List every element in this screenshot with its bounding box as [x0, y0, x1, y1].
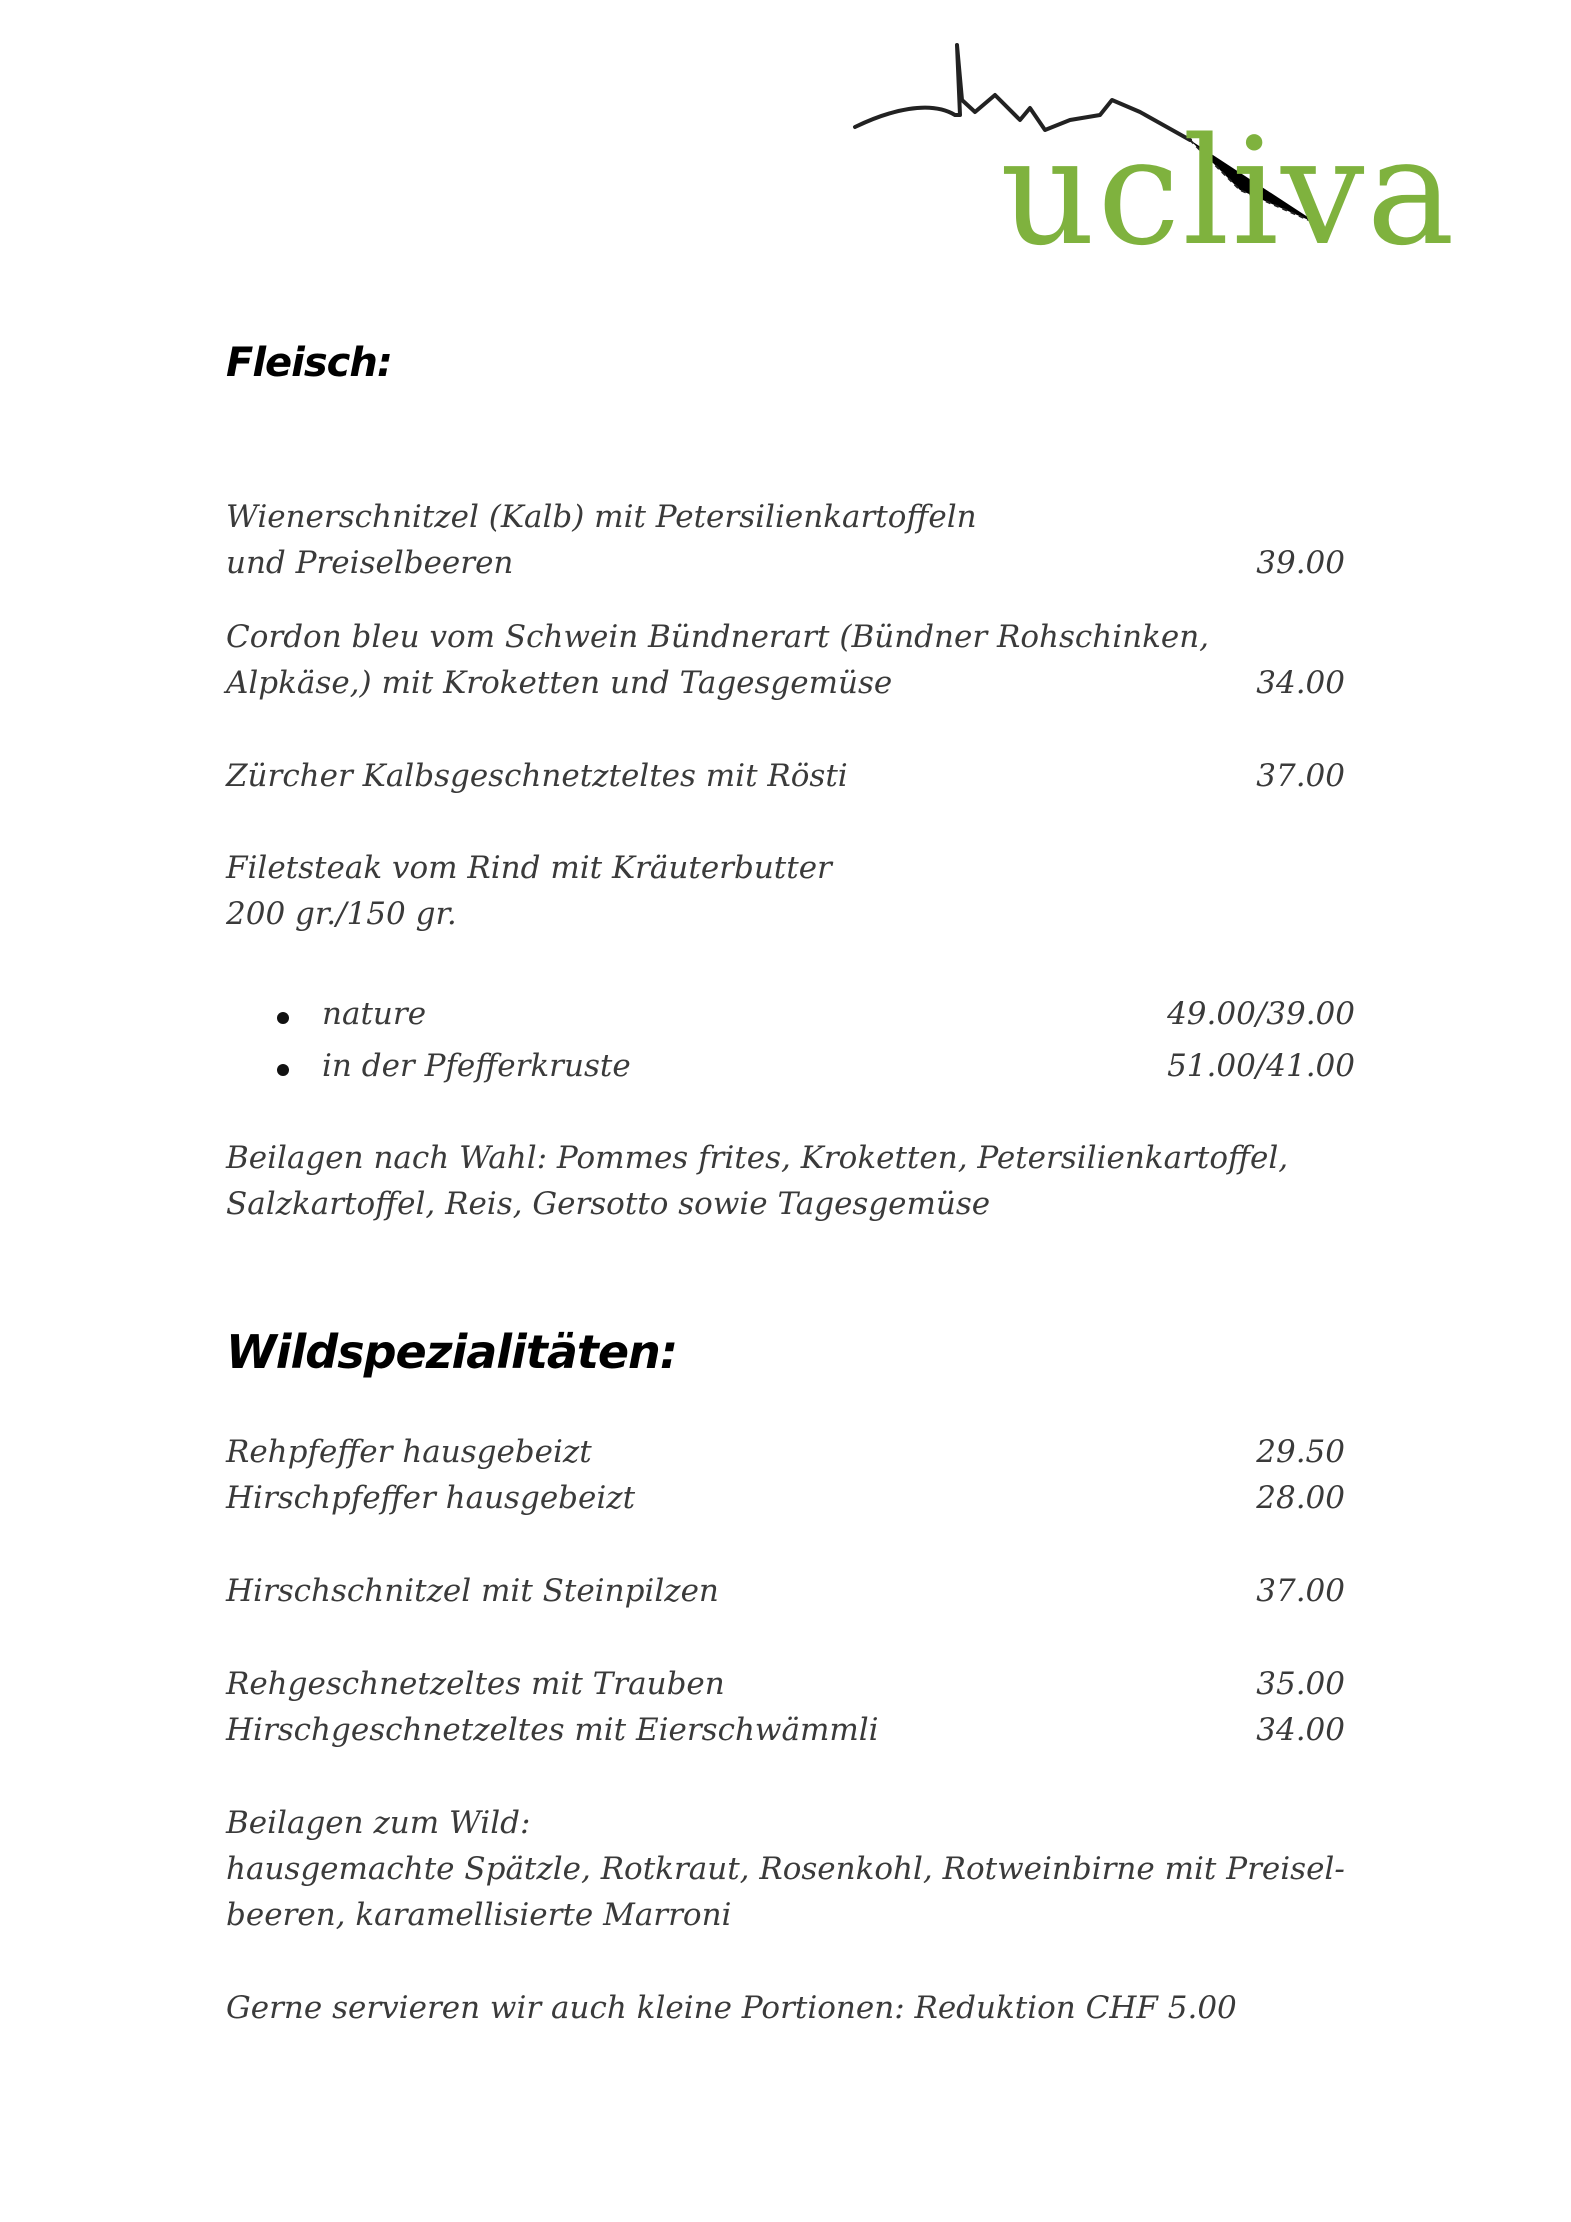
menu-item-line: 200 gr./150 gr. [226, 896, 457, 932]
menu-item-line: Hirschpfeffer hausgebeizt [226, 1480, 636, 1516]
option-label: nature [322, 996, 427, 1032]
portion-note: Gerne servieren wir auch kleine Portionen: Reduktion CHF 5.00 [226, 1990, 1237, 2026]
menu-item-price: 29.50 [1256, 1434, 1345, 1470]
menu-item-price: 34.00 [1256, 665, 1345, 701]
menu-item-price: 35.00 [1256, 1666, 1345, 1702]
menu-item-line: Hirschschnitzel mit Steinpilzen [226, 1573, 719, 1609]
menu-item-price: 28.00 [1256, 1480, 1345, 1516]
beilagen-line: Beilagen nach Wahl: Pommes frites, Kroketten, Petersilienkartoffel, [226, 1140, 1289, 1176]
menu-item-price: 37.00 [1256, 758, 1345, 794]
menu-item-line: Wienerschnitzel (Kalb) mit Petersilienkartoffeln [226, 499, 977, 535]
menu-item-price: 39.00 [1256, 545, 1345, 581]
beilagen-line: Salzkartoffel, Reis, Gersotto sowie Tagesgemüse [226, 1186, 991, 1222]
bullet-icon [277, 1012, 289, 1024]
logo-text: ucliva [1000, 106, 1457, 278]
bullet-icon [277, 1064, 289, 1076]
option-price: 51.00/41.00 [1167, 1048, 1355, 1084]
beilagen-line: Beilagen zum Wild: [226, 1805, 531, 1841]
menu-item-line: Hirschgeschnetzeltes mit Eierschwämmli [226, 1712, 879, 1748]
menu-item-line: Filetsteak vom Rind mit Kräuterbutter [226, 850, 832, 886]
menu-item-line: Cordon bleu vom Schwein Bündnerart (Bündner Rohschinken, [226, 619, 1210, 655]
menu-item-line: Alpkäse,) mit Kroketten und Tagesgemüse [226, 665, 893, 701]
beilagen-line: hausgemachte Spätzle, Rotkraut, Rosenkohl, Rotweinbirne mit Preisel- [226, 1851, 1345, 1887]
section-heading-fleisch: Fleisch: [226, 340, 392, 386]
menu-item-price: 37.00 [1256, 1573, 1345, 1609]
menu-item-price: 34.00 [1256, 1712, 1345, 1748]
menu-item-line: Zürcher Kalbsgeschnetzteltes mit Rösti [226, 758, 848, 794]
section-heading-wild: Wildspezialitäten: [226, 1325, 678, 1379]
menu-item-line: und Preiselbeeren [226, 545, 514, 581]
menu-item-line: Rehpfeffer hausgebeizt [226, 1434, 592, 1470]
option-label: in der Pfefferkruste [322, 1048, 631, 1084]
option-price: 49.00/39.00 [1167, 996, 1355, 1032]
beilagen-line: beeren, karamellisierte Marroni [226, 1897, 732, 1933]
menu-item-line: Rehgeschnetzeltes mit Trauben [226, 1666, 725, 1702]
